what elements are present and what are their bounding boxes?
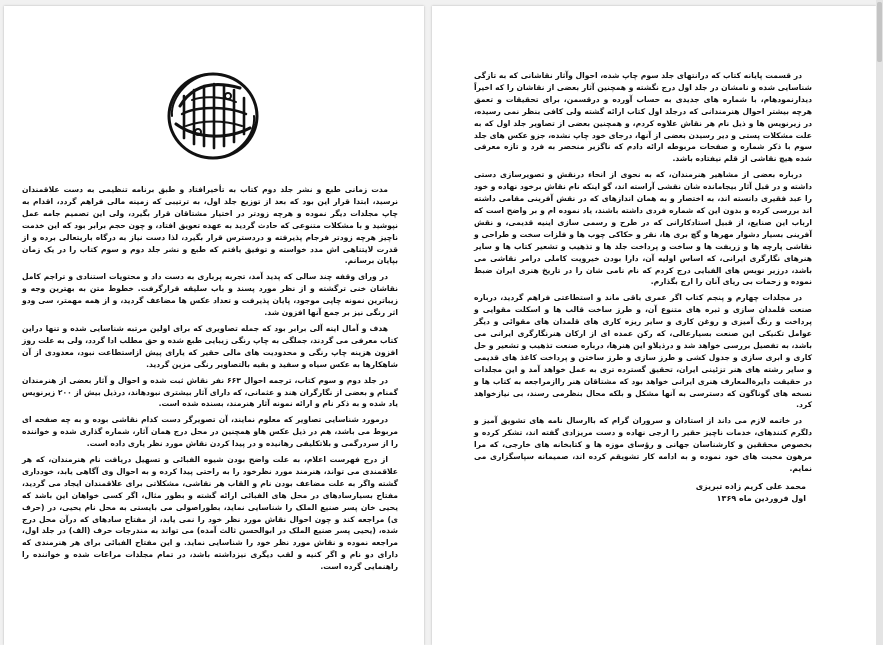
calligraphy-seal-emblem	[162, 66, 264, 166]
document-page-left	[4, 6, 424, 645]
signature-name: محمد علی کریم زاده تبریزی	[695, 481, 806, 491]
paragraph: هدف و آمال اینه آلی برابر بود که جمله تصاویری که برای اولین مرتبه شناسایی شده و تنها دراین کتاب معرفی می گردند، جملگی به چاپ رنگی زیبایی طبع شده و حق مطلب ادا گردد، ولی به علت روز افزون هزینه چاپ رنگی و محدودیت های مالی حقیر که یارای پیش ازاستطاعت نبود، معدودی از آن شاهکارها به عکس سیاه و سفید و بقیه بالتصاویر رنگی مزین گردید.	[22, 323, 398, 369]
signature-date: اول فروردین ماه ۱۳۶۹	[716, 493, 806, 503]
paragraph: در ورای وقفه چند سالی که پدید آمد، تجربه پرباری به دست داد و محتویات استنادی و تراجم کامل نقاشان خنی ترگشته و از نظر مورد پسند و باب سلیقه قرارگرفت. خطوط متن به بهترین وجه و زیباترین نمونه چاپی موجود، پایان پذیرفت و تعداد عکس ها مضاعف گردید، و از همه مهمتر، سی ودو اثر رنگی نیز بر جمع آنها افزون شد.	[22, 272, 398, 318]
paragraph: در جلد دوم و سوم کتاب، ترجمه احوال ۶۶۳ نفر نقاش ثبت شده و احوال و آثار بعضی از هنرمندان گمنام و بعضی از نگارگران هند و عثمانی، که دارای آثار بیشتری نبودهاند، درذیل بیش از ۲۰۰ زیرنویس یاد شده و به ذکر نام و ارائه نمونه آثار هنرمند، بسنده شده است.	[22, 375, 398, 409]
paragraph: درباره بعضی از مشاهیر هنرمندان، که به نحوی از انحاء درنقش و تصویرسازی دستی داشته و در قبل آثار بیجامانده شان نقشی آراسته اند، گو اینکه نام نقاش برخود نهاده و خود را عبد فقیری دانسته اند، به اختصار و به همان اندازهای که در نقش آفرینی مقامی داشته اند بررسی کرده و بدون این که شماره فردی داشته باشند، یاد نموده ام و بر واضح است که ارباب این صنایع، از قبیل استادکارانی که در طرح و رسمی سازی اینیه قدیمی، و نقش آفرینی بسیار دشوار مهرها و گچ بری ها، نقر و حکاکی چوب ها و فلزات سخت و طراحی و نقاشی پارچه ها و زربفت ها و ساخت و پرداخت جلد ها و تذهیب و تشعیر کتاب ها و سایر هنرهای نگارگری ایرانی، که اساس اولیه آن، دارا بودن خیرویت کاملی درامر نقاشی می باشد، درزیر نویس های الفبایی درج کردم که نام نامی شان را در تاریخ هنری ایران ضبط نموده و زحمات بی ریای آنان را ارج بگذارم.	[473, 170, 812, 287]
paragraph: در خاتمه لازم می داند از استادان و سروران گرام که باارسال نامه های تشویق آمیز و دلگرم کنندهای، خدمات ناچیز حقیر را ارجی نهاده و دست مریزادی گفته اند، تشکر کرده و بخصوص محققین و کارشناسان جهانی و رؤسای موزه ها و کتابخانه های خارجی، که مرا مرهون محبت های خود نموده و به ادامه کار تشویقم کرده اند، صمیمانه سپاسگزاری می نمایم.	[474, 416, 812, 473]
signature-block	[474, 481, 806, 505]
scrollbar-thumb[interactable]	[877, 2, 882, 62]
left-page-body	[22, 184, 398, 577]
paragraph: مدت زمانی طبع و نشر جلد دوم کتاب به تأخیرافتاد و طبق برنامه تنظیمی به دست علاقمندان نرسید، ابتدا قرار این بود که بعد از توزیع جلد اول، به ترتیبی که زمینه مالی فراهم گردد، اقدام به چاپ مجلدات دیگر نموده و هرچه زودتر در اختیار مشتاقان قرار بگیرد، ولی این تصمیم جامه عمل نپوشید و با مشکلات متنوعی که حادث گردید به عهده تعویق افتاد، و چون حجم برابر بود که این خدمت ناچیز هرچه زودتر فرجام پذیرفته و دردسترس قرار بگیرد، لذا دست نیاز به درگاه باریتعالی برده و از قدرت لایتناهی اش مدد خواسته و توفیق یافتم که طبع و نشر جلد دوم و سوم کتاب را در یک زمان بپایان برسانم.	[22, 185, 398, 266]
right-page-body	[474, 70, 812, 505]
paragraph: در قسمت پایانه کتاب که درانتهای جلد سوم چاپ شده، احوال وآثار نقاشانی که به تازگی شناسایی شده و نامشان در جلد اول درج نگشته و همچنین آثار بعضی از نقاشان را که اخیراً دیدارنمودهام، با شماره های جدیدی به حساب آورده و درقسمن، برای تحقیقات و تعمق هرچه بیشتر احوال هنرمندانی که درجلد اول کتاب ارائه گشته ولی کافی بنظر نمی رسیده، در زیرنویس ها و ذیل نام هر نقاش علاوه کردم، و همچنین بعضی از تصاویر جلد اول که به علت مشکلات پستی و دیر رسیدن بعضی از آنها، درجای خود چاپ نشده، جزو عکس های جلد سوم با ذکر شماره و صفحات مربوطه ارائه دادم که ناگزیر منحصر به فرد و تازه معرفی شده هیچ نقاشی از قلم نیفتاده باشد.	[474, 71, 812, 164]
paragraph: از درج فهرست اعلام، به علت واضح بودن شیوه الفبائی و تسهیل دریافت نام هنرمندان، که هر علاقمندی می تواند، هنرمند مورد نظرخود را به راحتی پیدا کرده و به احوال وی آگاهی یابد، خودداری گشته واگر به علت مضاعف بودن نام و القاب هر نقاشی، مشکلاتی برای علاقمندان ایجاد می گردید، مفتاح بسیارسادهای در محل های الفبائی ارائه گشته و بطور مثال، اگر کسی خواهان این باشد که یحیی خان پسر صنیع الملک را شناسایی نماید، بطوراصولی می بایستی به محل نام یحیی، در (حرف ی) مراجعه کند و چون احوال نقاش مورد نظر خود را نمی یابد، از مفتاح سادهای که درآن محل درج شده، (یحیی پسر صنیع الملک در ابوالحسن ثالث آمده) می تواند به مندرجات حرف (الف) در جلد اول، مراجعه نموده و نقاش مورد نظر خود را شناسایی نماید. و این مفتاح الفبائی برای هر هنرمندی که دارای دو نام و اگر کنیه و لقب دیگری نیزداشته باشد، در تمام مجلدات مراعات شده و خواننده را راهنمایی گرده است.	[22, 455, 398, 572]
paragraph: درمورد شناسایی تصاویر که معلوم نمایند، آن تصویرگر دست کدام نقاشی بوده و به چه صفحه ای مربوط می باشد، هم در ذیل عکس هاو همچنین در محل درج همان آثار، شماره گذاری شده و خواننده را از سردرگمی و بلاتکلیفی رهانیده و در پیدا کردن نقاش مورد نظر یاری داده است.	[22, 415, 398, 449]
vertical-scrollbar[interactable]	[876, 0, 883, 645]
document-page-right	[432, 6, 876, 645]
paragraph: در مجلدات چهارم و پنجم کتاب اگر عمری باقی ماند و استطاعتی فراهم گردید، درباره صنعت قلمدان سازی و ثبره های متنوع آن، و طرز ساخت قالب ها و اسکلت مقوایی و پرداخت و رنگ آمیزی و روغن کاری و سایر ریزه کاری های قلمدان های مقوائی و دیگر عوامل تکنیکی این صنعت بسیارعالی، که رکن عمده ای از ارکان هنرنگارگری ایرانی می باشد، به تفصیل بررسی خواهد شد و درذیلاو این هنرها، درباره صنعت تذهیب و تشعیر و حل کاری و ابری سازی و جدول کشی و طرز سازی و طرز ساختن و پرداخت کاغذ های قدیمی و سایر رشته های هنر تزئینی ایران، تحقیق گسترده تری به عمل خواهد آمد و این مجلدات در حقیقت دایرةالمعارف هنری ایرانی خواهد بود که مشتاقان هنر راازمراجعه به کتاب ها و نسخه های گوناگون که دسترسی به آنها مشکل و بلکه محال بنظرمی رسند، بی نیازخواهد کرد.	[474, 293, 812, 410]
